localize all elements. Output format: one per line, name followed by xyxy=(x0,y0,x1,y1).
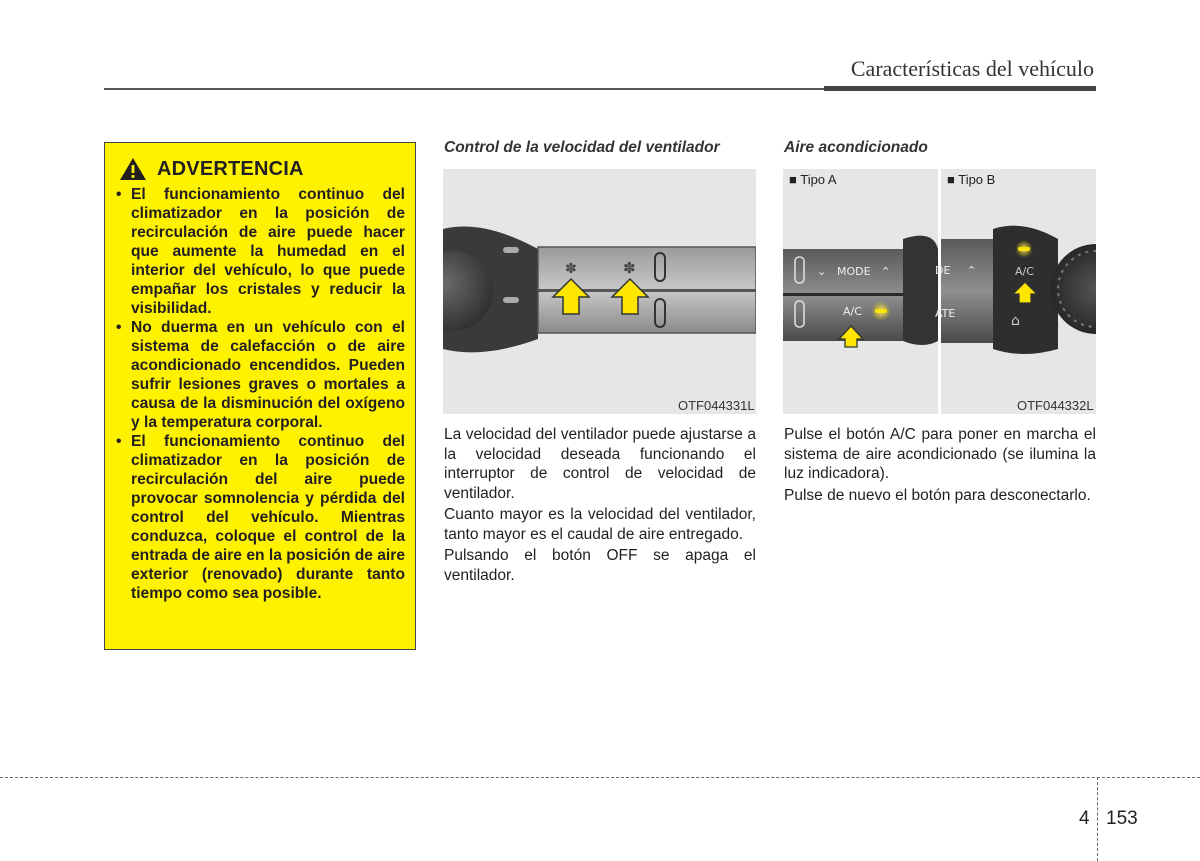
fan-control-illustration xyxy=(443,169,756,414)
paragraph: Cuanto mayor es la velocidad del ventilador, tanto mayor es el caudal de aire entregado. xyxy=(444,506,756,543)
svg-text:⌄: ⌄ xyxy=(817,265,827,278)
svg-text:⌃: ⌃ xyxy=(881,265,891,278)
warning-box xyxy=(104,142,416,650)
de-label: DE xyxy=(935,264,951,277)
svg-text:⌂: ⌂ xyxy=(1011,313,1020,329)
warning-triangle-icon xyxy=(119,157,147,181)
svg-text:✽: ✽ xyxy=(623,259,636,277)
page-number: 153 xyxy=(1106,808,1138,829)
ac-label-a: A/C xyxy=(843,305,862,318)
paragraph: La velocidad del ventilador puede ajustarse a la velocidad deseada funcionando el interruptor de control de velocidad de ventilador. xyxy=(444,426,756,502)
type-a-label: ■ Tipo A xyxy=(789,172,837,187)
warning-title: ADVERTENCIA xyxy=(157,157,304,180)
header-rule-accent xyxy=(824,86,1096,91)
warning-list xyxy=(115,185,405,603)
fan-section-heading: Control de la velocidad del ventilador xyxy=(444,139,720,156)
type-b-label: ■ Tipo B xyxy=(947,172,996,187)
ac-control-illustration xyxy=(783,169,1096,414)
ac-section-heading: Aire acondicionado xyxy=(784,139,928,156)
paragraph: Pulse de nuevo el botón para desconectarlo. xyxy=(784,486,1091,504)
chapter-number: 4 xyxy=(1079,808,1090,829)
paragraph: Pulsando el botón OFF se apaga el ventilador. xyxy=(444,547,756,584)
warning-item: • El funcionamiento continuo del climatizador en la posición de recirculación del aire puede provocar somnolencia y pérdida del control del vehículo. Mientras conduzca, coloque el control de la entrada de aire en la posición de aire exterior (renovado) durante tanto tiempo como sea posible. xyxy=(115,432,405,603)
figure-code: OTF044332L xyxy=(1017,398,1094,413)
page-header-title: Características del vehículo xyxy=(850,56,1094,81)
svg-text:⌃: ⌃ xyxy=(967,264,977,277)
ac-control-figure xyxy=(783,169,1096,414)
warning-item: • El funcionamiento continuo del climatizador en la posición de recirculación de aire puede hacer que aumente la humedad en el interior del vehículo, lo que puede empañar los cristales y reducir la visibilidad. xyxy=(115,185,405,318)
figure-code: OTF044331L xyxy=(678,398,755,413)
paragraph: Pulse el botón A/C para poner en marcha el sistema de aire acondicionado (se ilumina la luz indicadora). xyxy=(784,426,1096,482)
ac-label-b: A/C xyxy=(1015,265,1034,278)
header-rule xyxy=(104,88,824,90)
svg-text:✽: ✽ xyxy=(565,261,577,277)
fan-section-body xyxy=(444,425,756,587)
ac-section-body xyxy=(784,425,1096,507)
footer-divider xyxy=(0,777,1200,778)
warning-item: • No duerma en un vehículo con el sistema de calefacción o de aire acondicionado encendidos. Pueden sufrir lesiones graves o mortales a causa de la disminución del oxígeno y la temperatura corporal. xyxy=(115,318,405,432)
mode-label: MODE xyxy=(837,265,871,278)
warning-title-row xyxy=(119,157,405,181)
fan-control-figure xyxy=(443,169,756,414)
footer-vertical-divider xyxy=(1097,777,1098,861)
ate-label: ATE xyxy=(935,307,956,320)
